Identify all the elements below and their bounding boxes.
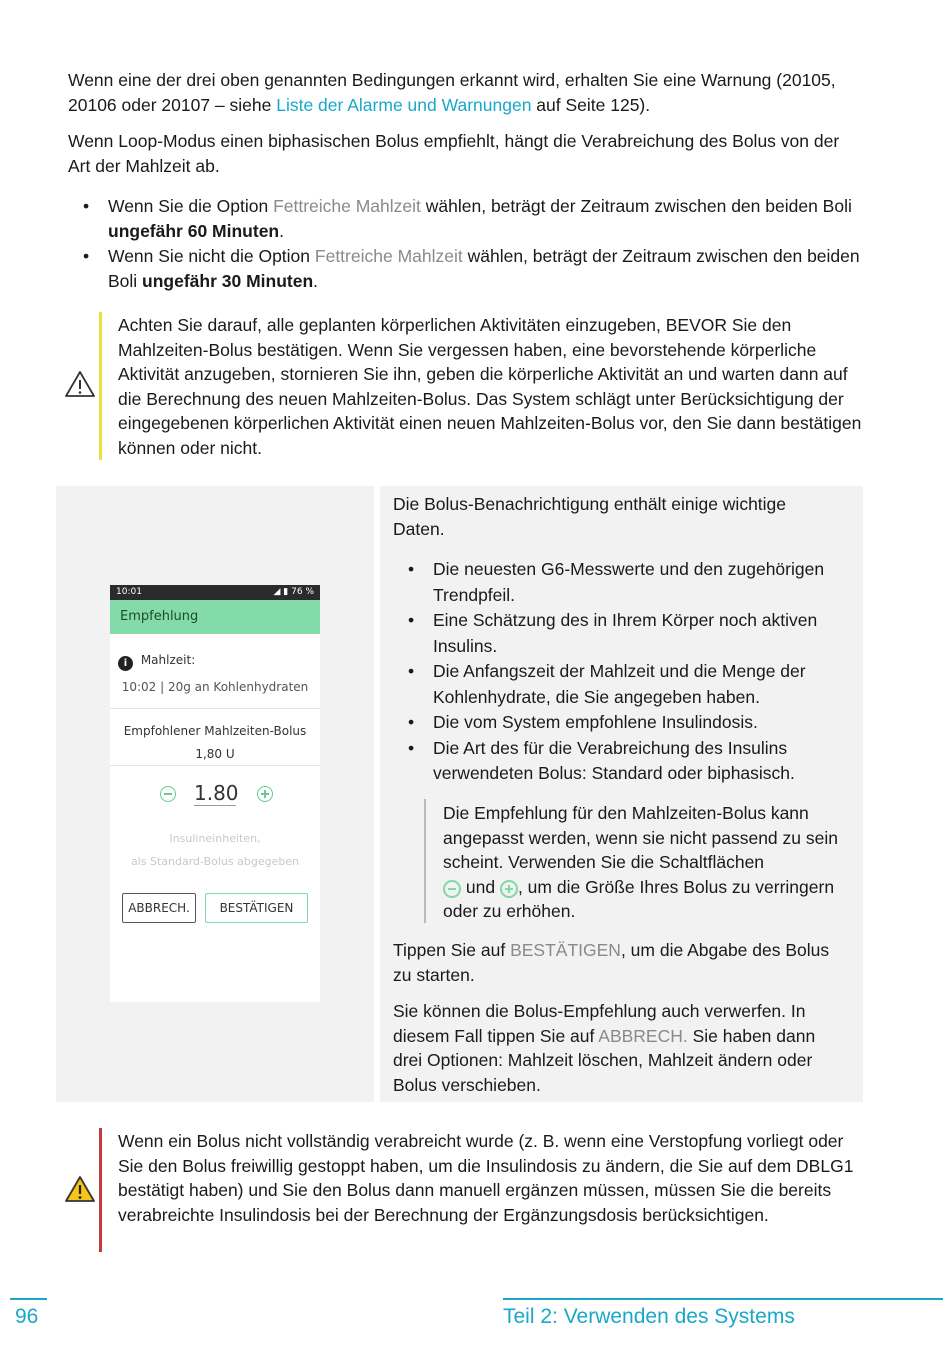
cancel-button[interactable]: ABBRECH. [122,893,196,923]
status-time: 10:01 [116,587,142,597]
units-caption-2: als Standard-Bolus abgegeben [130,855,300,868]
ui-term: BESTÄTIGEN [510,940,621,960]
discard-instruction [393,999,843,1097]
confirm-instruction [393,938,848,987]
confirm-button[interactable]: BESTÄTIGEN [205,893,308,923]
meal-label: Mahlzeit: [140,653,196,667]
divider [110,708,320,709]
list-item [68,194,868,243]
battery-level: 76 % [291,587,314,597]
list-text: . [279,220,284,241]
phone-screenshot [110,585,320,1002]
info-icon: i [118,656,133,671]
list-text: Wenn Sie die Option [108,196,274,216]
meal-type-list [68,194,868,293]
recommended-bolus-value: 1,80 U [195,747,235,761]
intro-paragraph-2: Wenn Loop-Modus einen biphasischen Bolus empfiehlt, hängt die Verabreichung des Bolus von der Art der Mahlzeit ab. [68,131,840,176]
intro-paragraph-1 [68,68,858,117]
ui-term: Fettreiche Mahlzeit [273,196,421,216]
notification-intro: Die Bolus-Benachrichtigung enthält einige wichtige Daten. [393,494,787,539]
list-item [68,244,868,293]
page-number: 96 [15,1305,39,1328]
list-item: • Die Anfangszeit der Mahlzeit und die Menge der Kohlenhydrate, die Sie angegeben haben. [393,659,853,710]
intro-text: Wenn eine der drei oben genannten Bedingungen erkannt wird, erhalten Sie eine Warnung (20105, 20106 oder 20107 – siehe [68,70,836,115]
note-text-a: Die Empfehlung für den Mahlzeiten-Bolus kann angepasst werden, wenn sie nicht passend zu sein scheint. Verwenden Sie die Schaltflächen [443,803,838,872]
footer-line-left [10,1298,47,1300]
list-text: wählen, beträgt der Zeitraum zwischen den beiden Boli [108,246,860,291]
warning-text: Achten Sie darauf, alle geplanten körperlichen Aktivitäten einzugeben, BEVOR Sie den Mahlzeiten-Bolus bestätigen. Wenn Sie vergessen haben, eine bevorstehende körperliche Aktivität anzugeben, stornieren Sie ihn, geben die körperliche Aktivität an und warten dann auf die Berechnung des neuen Mahlzeiten-Bolus. Das System schlägt unter Berücksichtigung der eingegebenen körperlichen Aktivität einen neuen Mahlzeiten-Bolus vor, den Sie dann bestätigen können oder nicht. [118,315,862,458]
list-text: Wenn Sie nicht die Option [108,246,315,266]
intro-text: auf Seite 125). [531,94,651,115]
list-item: • Die vom System empfohlene Insulindosis. [393,710,853,736]
meal-label-row [118,648,195,673]
screen-title: Empfehlung [110,600,320,634]
meal-value: 10:02 | 20g an Kohlenhydraten [121,680,309,694]
ui-term: ABBRECH. [598,1025,688,1046]
list-text: wählen, beträgt der Zeitraum zwischen den beiden Boli [420,196,852,216]
bold-duration: ungefähr 30 Minuten [142,270,314,291]
notification-data-list [393,557,853,787]
warning-triangle-icon [64,370,96,405]
signal-icon: ◢ ▮ [273,587,292,597]
recommended-bolus-label: Empfohlener Mahlzeiten-Bolus [123,724,307,738]
status-right [274,585,314,600]
note-and: und [465,876,496,897]
section-title: Teil 2: Verwenden des Systems [503,1305,795,1328]
units-caption-1: Insulineinheiten, [169,832,261,845]
increase-button[interactable] [257,786,273,802]
list-item: • Die Art des für die Verabreichung des Insulins verwendeten Bolus: Standard oder biphasisch. [393,736,853,787]
caution-bar [99,1128,102,1252]
list-item: • Eine Schätzung des in Ihrem Körper noch aktiven Insulins. [393,608,853,659]
note-text [443,801,843,924]
plus-circle-icon [500,880,518,898]
footer-line-right [503,1298,943,1300]
ui-term: Fettreiche Mahlzeit [314,246,463,266]
alarm-list-link[interactable]: Liste der Alarme und Warnungen [276,94,532,115]
note-text-b: , um die Größe Ihres Bolus zu verringern oder zu erhöhen. [443,876,835,921]
caution-triangle-icon [64,1175,96,1210]
bold-duration: ungefähr 60 Minuten [108,220,280,241]
status-bar [110,585,320,600]
list-text: . [313,270,319,291]
decrease-button[interactable] [160,786,176,802]
caution-text: Wenn ein Bolus nicht vollständig verabreicht wurde (z. B. wenn eine Verstopfung vorliegt oder Sie den Bolus freiwillig gestoppt haben, um die Insulindosis zu ändern, die Sie auf dem DBLG1 bestätigt haben) und Sie den Bolus dann manuell ergänzen müssen, müssen Sie die bereits verabreichte Insulindosis bei der Berechnung der Ergänzungsdosis berücksichtigen. [118,1131,854,1225]
instruction-text: , um die Abgabe des Bolus zu starten. [393,940,830,985]
divider [110,765,320,766]
bolus-stepper-input[interactable]: 1.80 [194,781,239,805]
warning-bar [99,312,102,460]
note-bar [424,799,426,923]
instruction-text: Sie können die Bolus-Empfehlung auch verwerfen. In diesem Fall tippen Sie auf [393,1001,806,1046]
instruction-text: Tippen Sie auf [393,940,511,960]
minus-circle-icon [443,880,461,898]
list-item: • Die neuesten G6-Messwerte und den zugehörigen Trendpfeil. [393,557,853,608]
instruction-text: Sie haben dann drei Optionen: Mahlzeit löschen, Mahlzeit ändern oder Bolus verschieben. [393,1025,816,1095]
